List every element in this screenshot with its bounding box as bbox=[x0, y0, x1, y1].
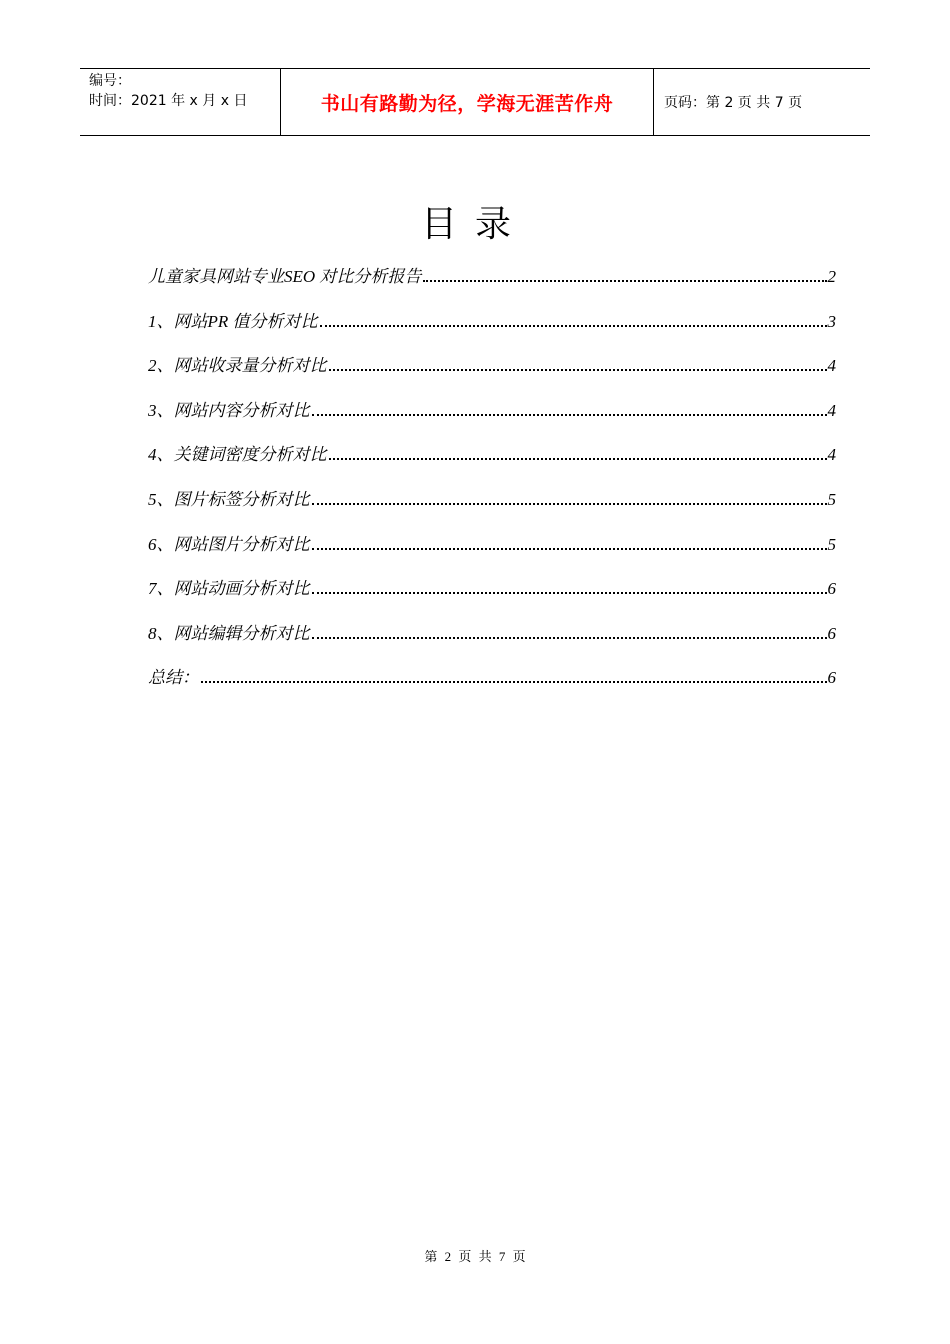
toc-entry[interactable] bbox=[148, 619, 836, 664]
toc-entry-page: 4 bbox=[827, 356, 836, 376]
toc-entry-label: 1、网站PR 值分析对比 bbox=[148, 311, 318, 331]
toc-dot-leader bbox=[312, 591, 827, 594]
page-footer: 第 2 页 共 7 页 bbox=[424, 1249, 526, 1264]
toc-entry[interactable] bbox=[148, 262, 836, 307]
header-page-info: 页码：第 2 页 共 7 页 bbox=[664, 95, 803, 111]
table-of-contents bbox=[148, 262, 836, 708]
toc-dot-leader bbox=[329, 457, 827, 460]
document-number-label: 编号： bbox=[89, 73, 131, 89]
toc-entry-label: 总结： bbox=[148, 668, 199, 688]
toc-dot-leader bbox=[312, 636, 827, 639]
toc-dot-leader bbox=[312, 502, 827, 505]
toc-entry[interactable] bbox=[148, 396, 836, 441]
toc-entry-label: 儿童家具网站专业SEO 对比分析报告 bbox=[148, 267, 422, 286]
header-meta bbox=[80, 69, 281, 135]
toc-entry[interactable] bbox=[148, 351, 836, 396]
toc-entry-page: 6 bbox=[827, 579, 836, 599]
toc-dot-leader bbox=[312, 413, 827, 416]
toc-entry-label: 2、网站收录量分析对比 bbox=[148, 356, 327, 376]
toc-entry-page: 4 bbox=[827, 445, 836, 465]
toc-entry-page: 5 bbox=[827, 489, 836, 509]
page-header bbox=[80, 68, 870, 136]
toc-entry-label: 3、网站内容分析对比 bbox=[148, 400, 310, 420]
header-motto: 书山有路勤为径，学海无涯苦作舟 bbox=[281, 69, 654, 135]
toc-entry[interactable] bbox=[148, 440, 836, 485]
toc-entry-page: 4 bbox=[827, 400, 836, 420]
toc-dot-leader bbox=[201, 680, 827, 683]
document-date: 时间：2021 年 x 月 x 日 bbox=[89, 93, 248, 109]
toc-entry[interactable] bbox=[148, 485, 836, 530]
toc-entry[interactable] bbox=[148, 663, 836, 708]
toc-entry-label: 7、网站动画分析对比 bbox=[148, 579, 310, 599]
toc-entry[interactable] bbox=[148, 574, 836, 619]
toc-dot-leader bbox=[320, 324, 827, 327]
toc-entry-page: 5 bbox=[827, 534, 836, 554]
toc-entry-label: 8、网站编辑分析对比 bbox=[148, 623, 310, 643]
toc-entry[interactable] bbox=[148, 530, 836, 575]
toc-entry-label: 4、关键词密度分析对比 bbox=[148, 445, 327, 465]
toc-entry[interactable] bbox=[148, 307, 836, 352]
toc-entry-page: 6 bbox=[827, 668, 836, 688]
toc-dot-leader bbox=[423, 279, 826, 282]
toc-entry-label: 6、网站图片分析对比 bbox=[148, 534, 310, 554]
toc-entry-page: 3 bbox=[827, 311, 836, 331]
toc-entry-page: 6 bbox=[827, 623, 836, 643]
page-title: 目录 bbox=[420, 204, 529, 246]
toc-entry-page: 2 bbox=[827, 267, 836, 286]
toc-entry-label: 5、图片标签分析对比 bbox=[148, 489, 310, 509]
toc-dot-leader bbox=[312, 547, 827, 550]
toc-dot-leader bbox=[329, 368, 827, 371]
